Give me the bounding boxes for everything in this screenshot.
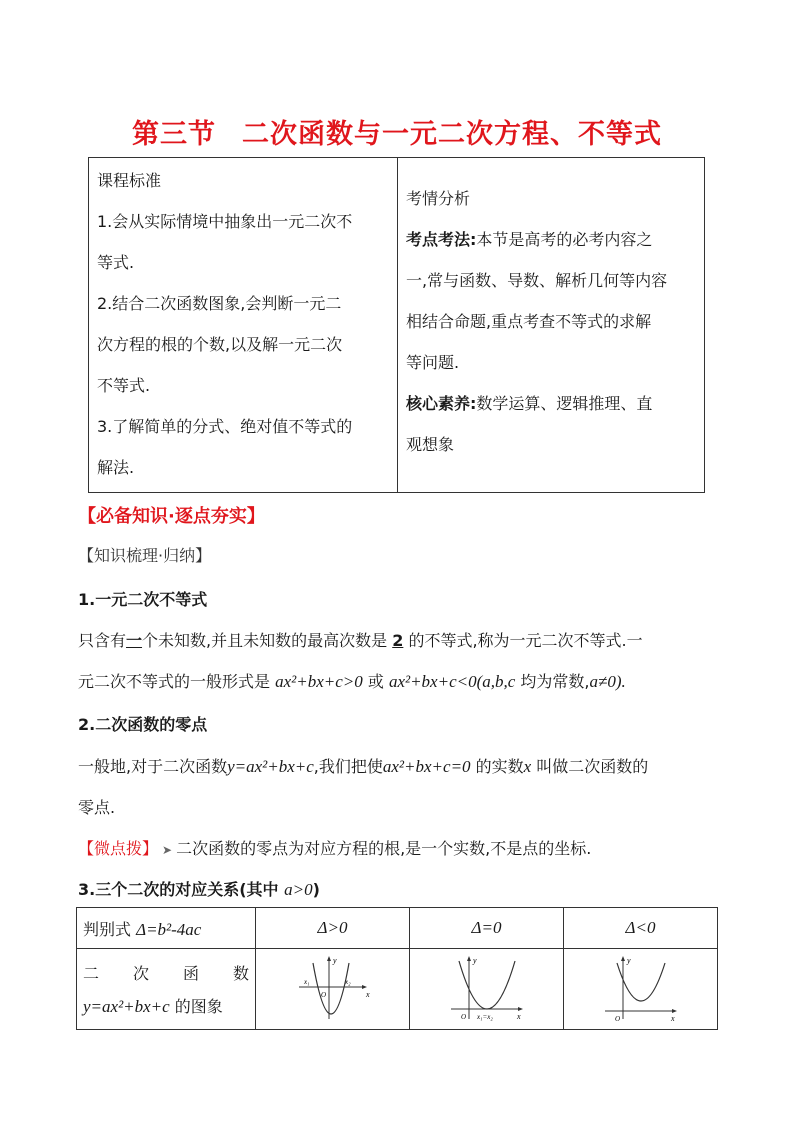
text: 或 bbox=[362, 672, 389, 691]
text: 判别式 bbox=[83, 919, 137, 939]
math-expression: Δ>0 bbox=[317, 918, 348, 937]
x-label: x bbox=[670, 1014, 675, 1023]
text: 只含有 bbox=[78, 631, 127, 650]
p3-heading bbox=[78, 877, 320, 900]
p2-line2: 零点. bbox=[78, 798, 116, 817]
y-axis-arrow bbox=[621, 956, 625, 961]
math-expression: Δ=b²-4ac bbox=[136, 919, 202, 939]
parabola-curve bbox=[313, 963, 349, 1014]
math-expression: Δ<0 bbox=[625, 918, 656, 937]
exam-analysis-heading: 考情分析 bbox=[406, 189, 471, 208]
text: 函 bbox=[182, 964, 199, 983]
math-expression: ax²+bx+c>0 bbox=[275, 672, 363, 691]
p1-line2 bbox=[78, 669, 626, 692]
p2-line1 bbox=[78, 754, 648, 777]
math-expression: ax²+bx+c=0 bbox=[382, 757, 471, 776]
tip-line bbox=[78, 836, 591, 859]
parabola-no-roots-graph bbox=[601, 953, 681, 1025]
x-axis-arrow bbox=[362, 985, 367, 989]
x-axis-arrow bbox=[672, 1009, 677, 1013]
text: 的实数 bbox=[470, 757, 524, 776]
y-label: y bbox=[472, 956, 477, 965]
standard-line: 3.了解简单的分式、绝对值不等式的 bbox=[97, 417, 353, 436]
p1-line1 bbox=[78, 628, 643, 651]
text: 数 bbox=[232, 964, 249, 983]
course-standard-heading: 课程标准 bbox=[97, 171, 162, 190]
col-header-positive bbox=[256, 908, 410, 949]
graph-cell-zero bbox=[410, 949, 564, 1030]
text: ) bbox=[312, 880, 320, 899]
math-expression: x bbox=[523, 757, 532, 776]
suyang-text: 数学运算、逻辑推理、直 bbox=[476, 394, 653, 413]
math-expression: y=ax²+bx+c bbox=[227, 757, 314, 776]
p1-heading: 1.一元二次不等式 bbox=[78, 590, 208, 609]
col-header-negative bbox=[564, 908, 718, 949]
y-label: y bbox=[332, 956, 337, 965]
text: 次 bbox=[132, 964, 149, 983]
math-expression: Δ=0 bbox=[471, 918, 502, 937]
standard-line: 1.会从实际情境中抽象出一元二次不 bbox=[97, 212, 353, 231]
kaodian-line: 等问题. bbox=[406, 353, 460, 372]
text: 均为常数, bbox=[515, 672, 590, 691]
graph-cell-negative bbox=[564, 949, 718, 1030]
math-expression: a≠0). bbox=[589, 672, 626, 691]
text: 叫做二次函数的 bbox=[531, 757, 649, 776]
suyang-line bbox=[406, 383, 696, 424]
y-axis-arrow bbox=[327, 956, 331, 961]
x1-equals-x2-label: x₁=x₂ bbox=[476, 1013, 493, 1021]
answer-blank: 一 bbox=[126, 631, 143, 650]
graph-cell-positive bbox=[256, 949, 410, 1030]
kaodian-text: 本节是高考的必考内容之 bbox=[476, 230, 653, 249]
origin-label: O bbox=[460, 1013, 466, 1021]
y-label: y bbox=[626, 956, 631, 965]
kaodian-line: 一,常与函数、导数、解析几何等内容 bbox=[406, 271, 668, 290]
kaodian-line: 相结合命题,重点考查不等式的求解 bbox=[406, 312, 652, 331]
kaodian-line bbox=[406, 219, 696, 260]
text: 二 bbox=[83, 964, 100, 983]
text: 元二次不等式的一般形式是 bbox=[78, 672, 276, 691]
course-standard-cell bbox=[89, 158, 398, 493]
exam-analysis-cell bbox=[398, 158, 705, 493]
text: ,我们把使 bbox=[313, 757, 383, 776]
title-section-number: 第三节 bbox=[132, 119, 216, 150]
origin-label: O bbox=[320, 991, 326, 999]
x-label: x bbox=[365, 990, 370, 999]
origin-label: O bbox=[614, 1015, 620, 1023]
parabola-one-root-graph bbox=[447, 953, 527, 1025]
text: 个未知数,并且未知数的最高次数是 bbox=[142, 631, 393, 650]
section-heading-main: 【必备知识·逐点夯实】 bbox=[78, 506, 265, 527]
y-axis-arrow bbox=[467, 956, 471, 961]
tip-label: 【微点拨】 bbox=[78, 839, 159, 858]
parabola-curve bbox=[459, 961, 515, 1009]
math-expression: y=ax²+bx+c bbox=[83, 997, 170, 1016]
parabola-two-roots-graph bbox=[293, 953, 373, 1025]
x1-label: x₁ bbox=[303, 978, 310, 986]
page-title bbox=[0, 112, 794, 151]
kaodian-label: 考点考法: bbox=[406, 230, 477, 249]
correspondence-table bbox=[76, 907, 718, 1030]
standard-line: 解法. bbox=[97, 458, 135, 477]
text: 的不等式,称为一元二次不等式.一 bbox=[403, 631, 643, 650]
standard-line: 不等式. bbox=[97, 376, 151, 395]
standard-line: 2.结合二次函数图象,会判断一元二 bbox=[97, 294, 342, 313]
text: 一般地,对于二次函数 bbox=[78, 757, 228, 776]
p2-heading: 2.二次函数的零点 bbox=[78, 715, 208, 734]
answer-blank: 2 bbox=[392, 631, 404, 650]
title-text: 二次函数与一元二次方程、不等式 bbox=[242, 119, 662, 150]
standard-line: 次方程的根的个数,以及解一元二次 bbox=[97, 335, 343, 354]
section-heading-sub: 【知识梳理·归纳】 bbox=[78, 546, 212, 565]
x-label: x bbox=[516, 1012, 521, 1021]
math-expression: ax²+bx+c<0(a,b,c bbox=[388, 672, 516, 691]
tip-text: 二次函数的零点为对应方程的根,是一个实数,不是点的坐标. bbox=[176, 839, 592, 858]
x-axis-arrow bbox=[518, 1007, 523, 1011]
course-standard-table bbox=[88, 157, 705, 493]
graph-label-line2 bbox=[83, 994, 249, 1017]
text: 的图象 bbox=[169, 997, 223, 1016]
text: 3.三个二次的对应关系(其中 bbox=[78, 880, 285, 899]
standard-line: 等式. bbox=[97, 253, 135, 272]
suyang-label: 核心素养: bbox=[406, 394, 477, 413]
x2-label: x₂ bbox=[344, 978, 351, 986]
graph-label-cell bbox=[77, 949, 256, 1030]
math-expression: a>0 bbox=[284, 880, 313, 899]
graph-label-line1 bbox=[83, 961, 249, 984]
suyang-line: 观想象 bbox=[406, 435, 455, 454]
col-header-zero bbox=[410, 908, 564, 949]
arrow-icon: ➤ bbox=[162, 843, 173, 857]
discriminant-label-cell bbox=[77, 908, 256, 949]
parabola-curve bbox=[617, 963, 665, 1001]
